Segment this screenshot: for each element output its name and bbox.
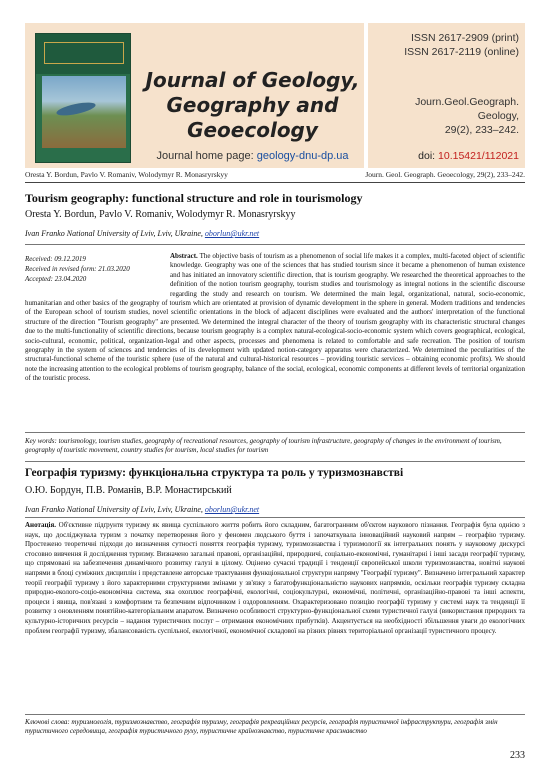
page-number: 233 xyxy=(510,750,525,761)
authors-en: Oresta Y. Bordun, Pavlo V. Romaniv, Wolodymyr R. Monasryrskyy xyxy=(25,209,296,220)
article-title-en: Tourism geography: functional structure and role in tourismology xyxy=(25,191,363,205)
keywords-en: Key words: tourismology, tourism studies, geography of recreational resources, geography of tourism infrastructure, geography of changes in the environment of tourism, geography of touristic movement, country studies for tourism, local studies for tourism xyxy=(25,437,502,455)
abstract-en: Abstract. The objective basis of tourism as a phenomenon of social life makes it a complex, multi-faceted object of scientific knowledge. Geography was one of the sciences that has studied tourism since it became a phenomenon of human existence and has initiated an innovatory scientific direction, that is tourism geography. We researched the theoretical approaches to the definition of the notion tourism geography, tourism studies and tourismology as integral notions in the scientific discourse regarding the study and research on tourism. We determined the main legal, organizational, natural, socio-economic, humanitarian and other basics of the geography of tourism which are orientated at provision of dynamic development in the sphere in general. Modern traditions and tendencies of the European school of tourism studies, novel scientific orientations in the block of adjacent disciplines were evaluated and the authors' interpretation of the functional structure of the direction "Tourism geography" are presented. We determined the integral character of the theory of tourism geography with its characteristic structural changes due to the multi-functionality of scientific directions, because tourism geography is a complex natural-ecological-socio-economic system which covers geographical, ecological, socio-cultural, economic, political, organization-legal and other aspects, processes and phenomena is related to comfortable and safe recreation. The position of tourism geography in the system of sciences and tendencies of its development with updated notion-category apparatus were characterized. We determined the peculiarities of the structural-functional scheme of the touristic sphere (use of the natural and cultural-historical resources – providing touristic services – obtaining economic profits). We should note the increasing attention to the ecological problems of tourism geography, balance of the social, ecological, economic components at different levels of territorial organization of the touristic process. xyxy=(25,252,525,383)
doi: doi: 10.15421/112021 xyxy=(418,150,519,162)
issn-block: ISSN 2617-2909 (print) ISSN 2617-2119 (online) xyxy=(404,32,519,58)
journal-title: Journal of Geology, Geography and Geoecology xyxy=(145,68,360,142)
abstract-ua: Анотація. Об'єктивне підґрунтя туризму як явища суспільного життя робить його складним, багатогранним об'єктом наукового пізнання. Географія була однією з наук, що досліджувала туризм з початку перетворення його у феномен людського буття і започаткувала інноваційний науковий напрям – географію туризму. Простежено теоретичні підходи до визначення сутності поняття географія туризму, туризмознавства і туризмології як інтегральних понять у науковому дискурсі стосовно вивчення й дослідження туризму. Визначено загальні правові, організаційні, природничі, соціально-економічні, гуманітарні і інші засади географії туризму, що спрямовані на забезпечення динамічного розвитку галузі в цілому. Оцінено сучасні традиції і тенденції європейської школи туризмознавства, новітні наукові напрями в блоці суміжних дисциплін і представлене авторське трактування функціональної структури напряму "Географії туризму". Визначено інтегральний характер теорії географії туризму з його характерними структурними змінами у зв'язку з багатофункціональністю наукових напрямків, оскільки географія туризму складна природно-еколого-соціо-економічна система, яка охоплює географічні, екологічні, соціокультурні, економічні, політичні, організаційно-правові та інші аспекти, процеси і явища, пов'язані з комфортним та безпечним відпочинком і оздоровленням. Охарактеризовано позицію географії туризму у системі наук та тенденції її розвитку з оновленням понятійно-категоріальним апаратом. Визначено особливості структурно-функціональної схеми туристичної галузі (використання природних та культурно-історичних ресурсів – надання туристичних послуг – отримання економічних прибутків). Акцентується на необхідності збільшення уваги до екологічних проблем географії туризму, збалансованість суспільної, екологічної, економічної складової на різних рівнях територіальної організації туристичного процесу. xyxy=(25,521,525,635)
authors-ua: О.Ю. Бордун, П.В. Романів, В.Р. Монастирський xyxy=(25,485,232,496)
journal-homepage: Journal home page: geology-dnu-dp.ua xyxy=(156,150,349,162)
divider xyxy=(25,461,525,462)
homepage-link[interactable]: geology-dnu-dp.ua xyxy=(256,150,349,162)
article-dates: Received: 09.12.2019 Received in revised form: 21.03.2020 Accepted: 23.04.2020 xyxy=(25,255,130,283)
journal-header-main xyxy=(25,23,364,168)
divider xyxy=(25,714,525,715)
journal-header-info xyxy=(368,23,525,168)
article-title-ua: Географія туризму: функціональна структура та роль у туризмознавстві xyxy=(25,467,404,479)
divider xyxy=(25,432,525,433)
journal-abbreviation: Journ.Geol.Geograph. Geology, 29(2), 233–242. xyxy=(415,96,519,136)
doi-link[interactable]: 10.15421/112021 xyxy=(438,150,519,162)
divider xyxy=(25,244,525,245)
keywords-ua: Ключові слова: туризмологія, туризмознавство, географія туризму, географія рекреаційних ресурсів, географія туристичної інфраструктури, географія змін туристичного середовища, географія туристичного руху, туристичне країнознавство, туристичне краєзнавство xyxy=(25,718,498,736)
divider xyxy=(25,517,525,518)
journal-cover-image xyxy=(35,33,131,163)
journal-header xyxy=(25,23,525,168)
email-link[interactable]: oborlun@ukr.net xyxy=(204,505,260,514)
affiliation-ua: Ivan Franko National University of Lviv, Lviv, Ukraine, oborlun@ukr.net xyxy=(25,505,260,514)
email-link[interactable]: oborlun@ukr.net xyxy=(204,229,260,238)
affiliation-en: Ivan Franko National University of Lviv, Lviv, Ukraine, oborlun@ukr.net xyxy=(25,229,260,238)
running-head: Oresta Y. Bordun, Pavlo V. Romaniv, Wolodymyr R. Monasryrskyy Journ. Geol. Geograph. Geoecology, 29(2), 233–242. xyxy=(25,170,525,183)
